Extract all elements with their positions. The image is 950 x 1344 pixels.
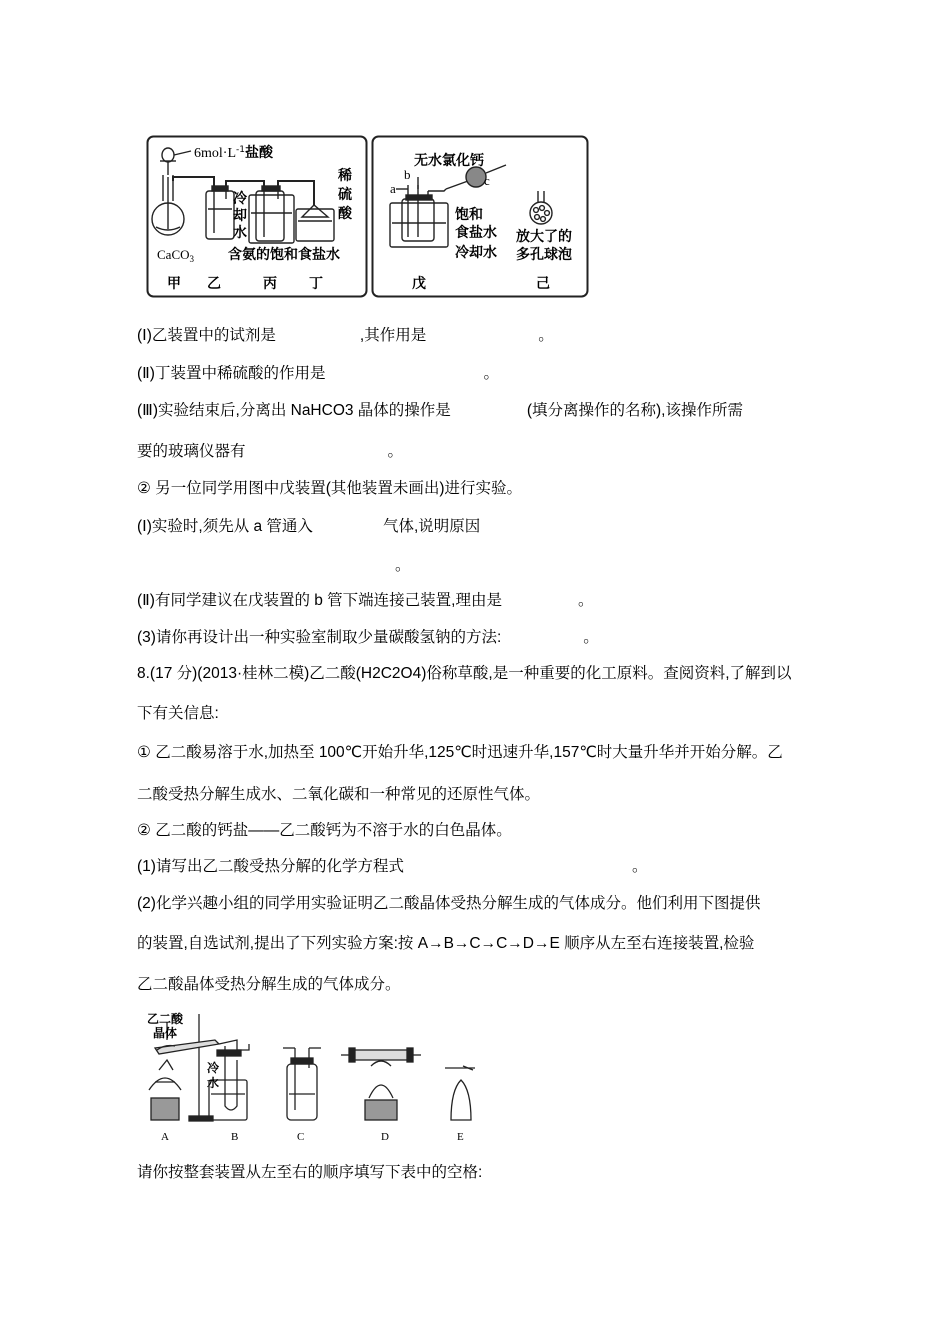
label-bing: 丙	[263, 276, 277, 292]
question-line: (Ⅱ)有同学建议在戊装置的 b 管下端连接己装置,理由是 。	[137, 592, 594, 609]
alcohol-lamp-icon	[445, 1066, 475, 1120]
reaction-bottle-icon	[249, 186, 294, 243]
anhydrous-cacl2-label: 无水氯化钙	[414, 153, 484, 169]
label-ji: 己	[536, 276, 550, 292]
question-line: 要的玻璃仪器有 。	[137, 443, 404, 460]
cold-water-label: 冷 却 水	[233, 191, 247, 241]
label-E: E	[457, 1131, 464, 1143]
wash-bottle-c-icon	[283, 1048, 321, 1120]
cold-water-label-fig2: 冷水	[207, 1061, 220, 1090]
question-line: 下有关信息:	[137, 705, 219, 722]
question-line: (3)请你再设计出一种实验室制取少量碳酸氢钠的方法: 。	[137, 629, 599, 646]
wash-bottle-icon	[206, 186, 234, 239]
caco3-label: CaCO$_3$	[157, 247, 194, 264]
question-line: ① 乙二酸易溶于水,加热至 100℃开始升华,125℃时迅速升华,157℃时大量升华并开始分解。乙	[137, 744, 783, 761]
question-line: (2)化学兴趣小组的同学用实验证明乙二酸晶体受热分解生成的气体成分。他们利用下图提供	[137, 895, 761, 912]
connecting-tube	[173, 177, 214, 191]
question-line: (Ⅲ)实验结束后,分离出 NaHCO3 晶体的操作是 (填分离操作的名称),该操作所需	[137, 402, 743, 419]
gas-bottle-icon	[390, 177, 448, 247]
question-line: ② 另一位同学用图中戊装置(其他装置未画出)进行实验。	[137, 480, 523, 497]
label-A: A	[161, 1131, 169, 1143]
tube-label-b: b	[404, 167, 411, 182]
cold-water-label-2: 冷却水	[455, 245, 497, 261]
enlarged-bulb-label: 放大了的多孔球泡	[516, 229, 572, 263]
question-line: 8.(17 分)(2013·桂林二模)乙二酸(H2C2O4)俗称草酸,是一种重要的化工原料。查阅资料,了解到以	[137, 665, 792, 682]
connecting-tube	[226, 181, 264, 191]
question-line: (1)请写出乙二酸受热分解的化学方程式 。	[137, 858, 648, 875]
label-B: B	[231, 1131, 239, 1143]
round-flask-icon	[152, 175, 184, 235]
question-line: (Ⅰ)乙装置中的试剂是 ,其作用是 。	[137, 327, 554, 344]
question-line: 请你按整套装置从左至右的顺序填写下表中的空格:	[137, 1164, 483, 1181]
tube-label-c: c	[484, 173, 490, 188]
label-D: D	[381, 1131, 389, 1143]
label-wu: 戊	[412, 276, 426, 292]
reagent-label: $6mol\cdot L^{-1}$盐酸	[194, 145, 273, 161]
question-line: (Ⅱ)丁装置中稀硫酸的作用是 。	[137, 365, 499, 382]
saturated-brine-label: 含氨的饱和食盐水	[228, 247, 340, 263]
question-line: 。	[395, 557, 411, 574]
tube-label-a: a	[390, 181, 396, 196]
porous-bulb-icon	[530, 191, 552, 224]
apparatus-figure-1	[146, 133, 591, 299]
label-ding: 丁	[309, 276, 323, 292]
question-line: 二酸受热分解生成水、二氧化碳和一种常见的还原性气体。	[137, 786, 541, 803]
dilute-acid-label: 稀 硫 酸	[338, 168, 352, 222]
question-line: 的装置,自选试剂,提出了下列实验方案:按 A→B→C→C→D→E 顺序从左至右连接装置,检验	[137, 935, 755, 952]
label-yi: 乙	[207, 276, 221, 292]
separatory-funnel-icon	[160, 148, 191, 175]
combustion-tube-icon	[341, 1048, 421, 1120]
crystal-label: 乙二酸晶体	[147, 1012, 184, 1040]
question-line: 乙二酸晶体受热分解生成的气体成分。	[137, 976, 401, 993]
inverted-funnel-icon	[296, 205, 334, 241]
question-line: ② 乙二酸的钙盐——乙二酸钙为不溶于水的白色晶体。	[137, 822, 512, 839]
brine-label: 饱和食盐水	[455, 207, 497, 241]
label-jia: 甲	[167, 276, 181, 292]
apparatus-figure-2	[145, 1010, 485, 1150]
question-line: (Ⅰ)实验时,须先从 a 管通入 气体,说明原因	[137, 518, 481, 535]
label-C: C	[297, 1131, 305, 1143]
